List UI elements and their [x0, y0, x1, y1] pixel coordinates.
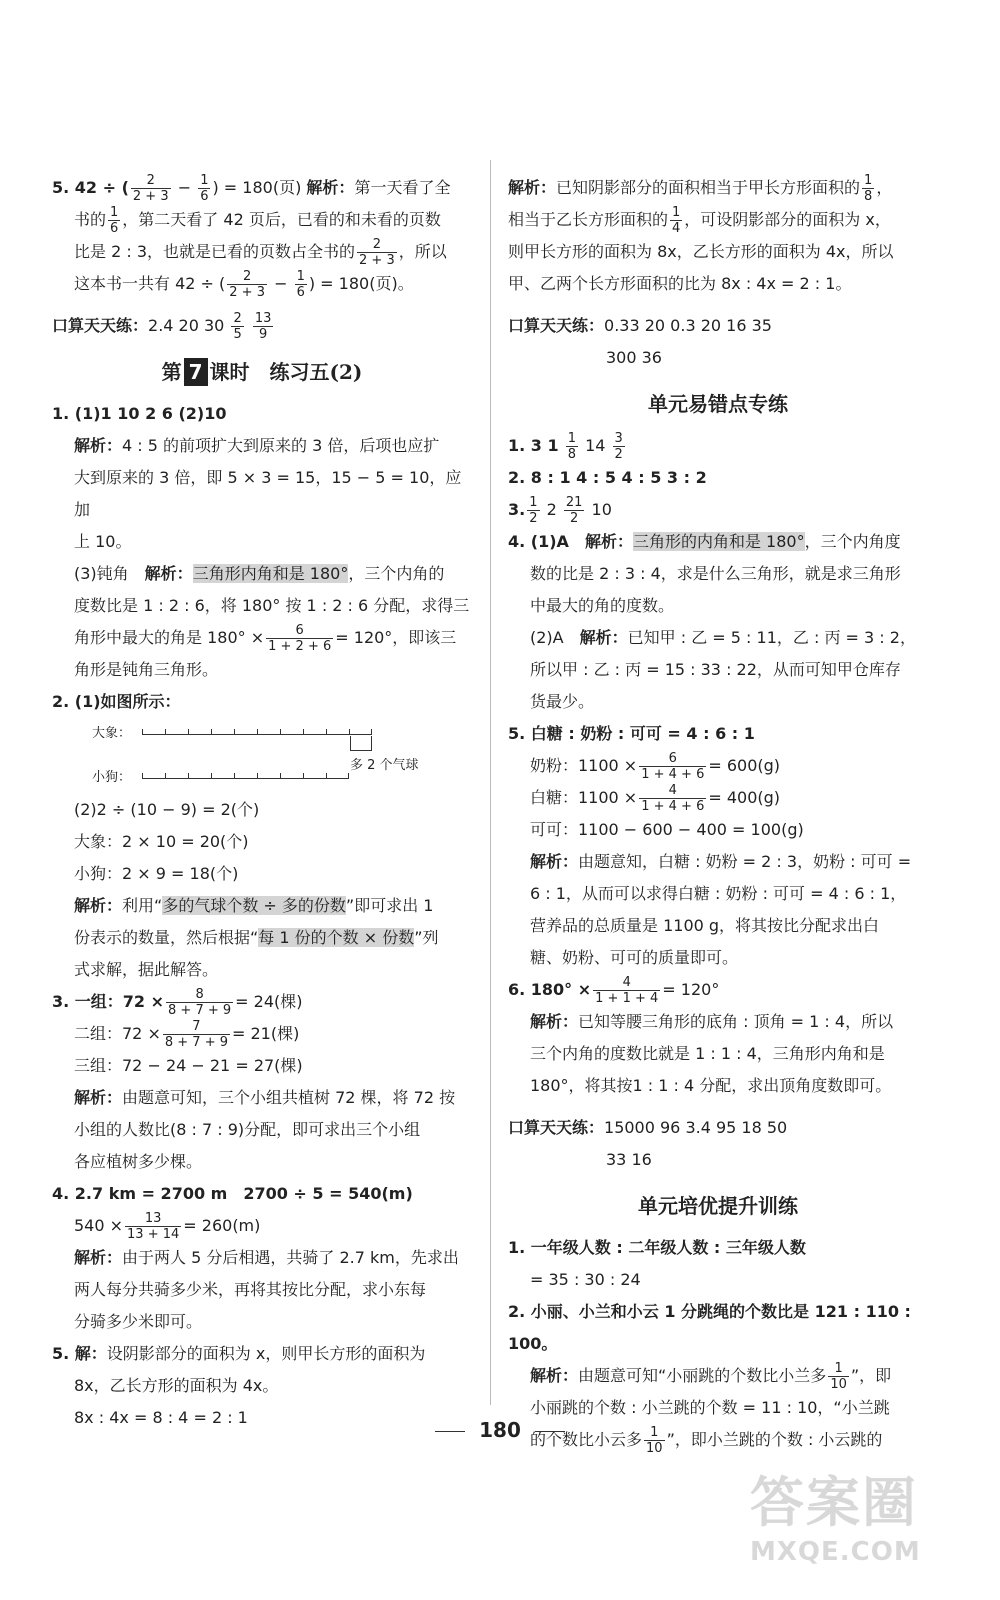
difference-bracket: [350, 736, 372, 751]
right-column: 解析：已知阴影部分的面积相当于甲长方形面积的 $\frac{1}{8}$ ， 相当于乙长方形面积的 $\frac{1}{4}$ ，可设阴影部分的面积为 x， 则甲长方形的面积为 8x，乙长方形的面积为 4x，所以 甲、乙两个长方形面积的比为 8x : 4x = 2 : 1。 口算天天练：0.33 20 0.3 20 16 35 300 36 单元易错点专练 1. 3 1 $\frac{1}{8}$ 14 $\frac{3}{2}$ 2. 8 : 1 4 : 5 4 : 5 3 : 2 3. $\frac{1}{2}$ 2 $\frac{21}{2}$ 10 4. (1)A 解析：三角形的内角和是 180°，三个内角度 数的比是 2 : 3 : 4，求是什么三角形，就是求三角形 中最大的角的度数。 (2)A 解析：已知甲 : 乙 = 5 : 11，乙 : 丙 = 3 : 2， 所以甲 : 乙 : 丙 = 15 : 33 : 22，从而可知甲仓库存 货最少。 5. 白糖 : 奶粉 : 可可 = 4 : 6 : 1 奶粉：1100 × $\frac{6}{1 + 4 + 6}$ = 600(g) 白糖：1100 × $\frac{4}{1 + 4 + 6}$ = 400(g) 可可：1100 − 600 − 400 = 100(g) 解析：由题意知，白糖 : 奶粉 = 2 : 3，奶粉 : 可可 = 6 : 1，从而可以求得白糖 : 奶粉 : 可可 = 4 : 6 : 1， 营养品的总质量是 1100 g，将其按比分配求出白 糖、奶粉、可可的质量即可。 6. 180° × $\frac{4}{1 + 1 + 4}$ = 120° 解析：已知等腰三角形的底角 : 顶角 = 1 : 4，所以 三个内角的度数比就是 1 : 1 : 4，三角形内角和是 180°，将其按1 : 1 : 4 分配，求出顶角度数即可。 口算天天练：15000 96 3.4 95 18 50 33 16 单元培优提升训练 1. 一年级人数 : 二年级人数 : 三年级人数 = 35 : 30 : 24 2. 小丽、小兰和小云 1 分跳绳的个数比是 121 : 110 : 100。 解析：由题意可知“小丽跳的个数比小兰多 $\frac{1}{10}$ ”，即 小丽跳的个数 : 小兰跳的个数 = 11 : 10，“小兰跳 的个数比小云多 $\frac{1}{10}$ ”，即小兰跳的个数 : 小云跳的: [508, 172, 928, 1456]
column-divider: [490, 160, 491, 1405]
lesson-heading: 第 7 课时 练习五(2): [161, 360, 363, 384]
oral-practice: 口算天天练：2.4 20 30 $\frac{2}{5}$ $\frac{13}{9}$: [52, 311, 272, 342]
elephant-line: [142, 734, 372, 735]
section-title-advanced: 单元培优提升训练: [638, 1194, 798, 1218]
q5-line1: 5. 42 ÷ ( $\frac{2}{2 + 3}$ − $\frac{1}{6}$ ) = 180(页) 解析：第一天看了全: [52, 173, 451, 204]
highlight: 三角形内角和是 180°: [192, 564, 349, 583]
fraction: $\frac{2}{2 + 3}$: [132, 173, 169, 204]
left-column: 5. 42 ÷ ( $\frac{2}{2 + 3}$ − $\frac{1}{6}$ ) = 180(页) 解析：第一天看了全 书的 $\frac{1}{6}$ ，第二天看了 42 页后，已看的和未看的页数 比是 2 : 3，也就是已看的页数占全书的 $\frac{2}{2 + 3}$ ，所以 这本书一共有 42 ÷ ( $\frac{2}{2 + 3}$ − $\frac{1}{6}$ ) = 180(页)。 口算天天练：2.4 20 30 $\frac{2}{5}$ $\frac{13}{9}$ 第 7 课时 练习五(2) 1. (1)1 10 2 6 (2)10 解析：4 : 5 的前项扩大到原来的 3 倍，后项也应扩 大到原来的 3 倍，即 5 × 3 = 15，15 − 5 = 10，应加 上 10。 (3)钝角 解析：三角形内角和是 180°，三个内角的 度数比是 1 : 2 : 6，将 180° 按 1 : 2 : 6 分配，求得三 角形中最大的角是 180° × $\frac{6}{1 + 2 + 6}$ = 120°，即该三 角形是钝角三角形。 2. (1)如图所示： 大象： 小狗： 多 2 个气球 (2)2 ÷ (10 − 9) = 2(个) 大象：2 × 10 = 20(个) 小狗：2 × 9 = 18(个) 解析：利用“多的气球个数 ÷ 多的份数”即可求出 1 份表示的数量，然后根据“每 1 份的个数 × 份数”列 式求解，据此解答。 3. 一组：72 × $\frac{8}{8 + 7 + 9}$ = 24(棵) 二组：72 × $\frac{7}{8 + 7 + 9}$ = 21(棵) 三组：72 − 24 − 21 = 27(棵) 解析：由题意可知，三个小组共植树 72 棵，将 72 按 小组的人数比(8 : 7 : 9)分配，即可求出三个小组 各应植树多少棵。 4. 2.7 km = 2700 m 2700 ÷ 5 = 540(m) 540 × $\frac{13}{13 + 14}$ = 260(m) 解析：由于两人 5 分后相遇，共骑了 2.7 km，先求出 两人每分共骑多少米，再将其按比分配，求小东每 分骑多少米即可。 5. 解：设阴影部分的面积为 x，则甲长方形的面积为 8x，乙长方形的面积为 4x。 8x : 4x = 8 : 4 = 2 : 1: [52, 172, 472, 1434]
watermark: 答案圈 MXQE.COM: [750, 1471, 921, 1567]
balloon-diagram: 大象： 小狗： 多 2 个气球: [92, 726, 419, 785]
lesson-number-badge: 7: [184, 358, 208, 386]
section-title-errors: 单元易错点专练: [648, 392, 788, 416]
page-number: 180: [0, 1418, 1000, 1442]
dog-line: [142, 778, 349, 779]
fraction: $\frac{1}{6}$: [200, 173, 209, 204]
